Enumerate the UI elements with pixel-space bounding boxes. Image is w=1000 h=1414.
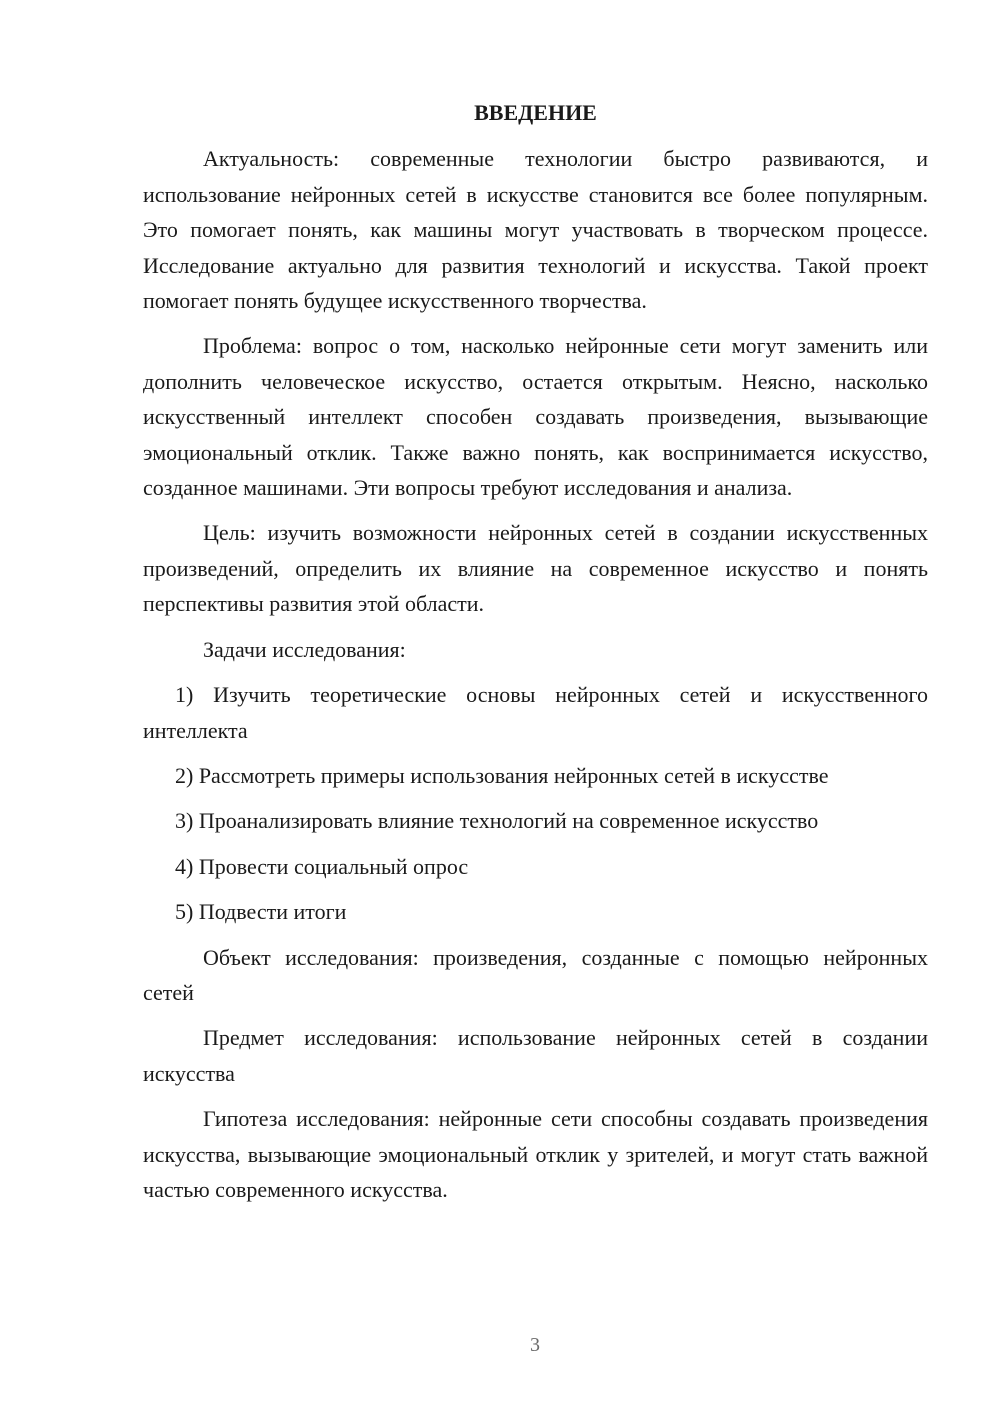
paragraph-hypothesis: Гипотеза исследования: нейронные сети способны создавать произведения искусства, вызывающие эмоциональный отклик у зрителей, и могут стать важной частью современного искусства. — [143, 1106, 928, 1202]
document-body — [143, 95, 928, 1217]
paragraph-relevance: Актуальность: современные технологии быстро развиваются, и использование нейронных сетей в искусстве становится все более популярным. Это помогает понять, как машины могут участвовать в творческом процессе. Исследование актуально для развития технологий и искусства. Такой проект помогает понять будущее искусственного творчества. — [143, 146, 928, 314]
page-number: 3 — [530, 1334, 540, 1356]
paragraph-tasks-heading: Задачи исследования: — [203, 636, 406, 662]
paragraph-problem: Проблема: вопрос о том, насколько нейронные сети могут заменить или дополнить человеческое искусство, остается открытым. Неясно, насколько искусственный интеллект способен создавать произведения, вызывающие эмоциональный отклик. Также важно понять, как воспринимается искусство, созданное машинами. Эти вопросы требуют исследования и анализа. — [143, 333, 928, 501]
section-title: ВВЕДЕНИЕ — [474, 100, 597, 125]
task-item-2: 2) Рассмотреть примеры использования нейронных сетей в искусстве — [175, 762, 829, 788]
task-item-1: 1) Изучить теоретические основы нейронных сетей и искусственного интеллекта — [143, 682, 928, 743]
paragraph-goal: Цель: изучить возможности нейронных сетей в создании искусственных произведений, определить их влияние на современное искусство и понять перспективы развития этой области. — [143, 520, 928, 617]
paragraph-object: Объект исследования: произведения, созданные с помощью нейронных сетей — [143, 944, 928, 1005]
task-item-4: 4) Провести социальный опрос — [175, 853, 469, 879]
task-item-3: 3) Проанализировать влияние технологий на современное искусство — [175, 808, 819, 834]
paragraph-subject: Предмет исследования: использование нейронных сетей в создании искусства — [143, 1025, 928, 1086]
task-item-5: 5) Подвести итоги — [175, 899, 347, 925]
